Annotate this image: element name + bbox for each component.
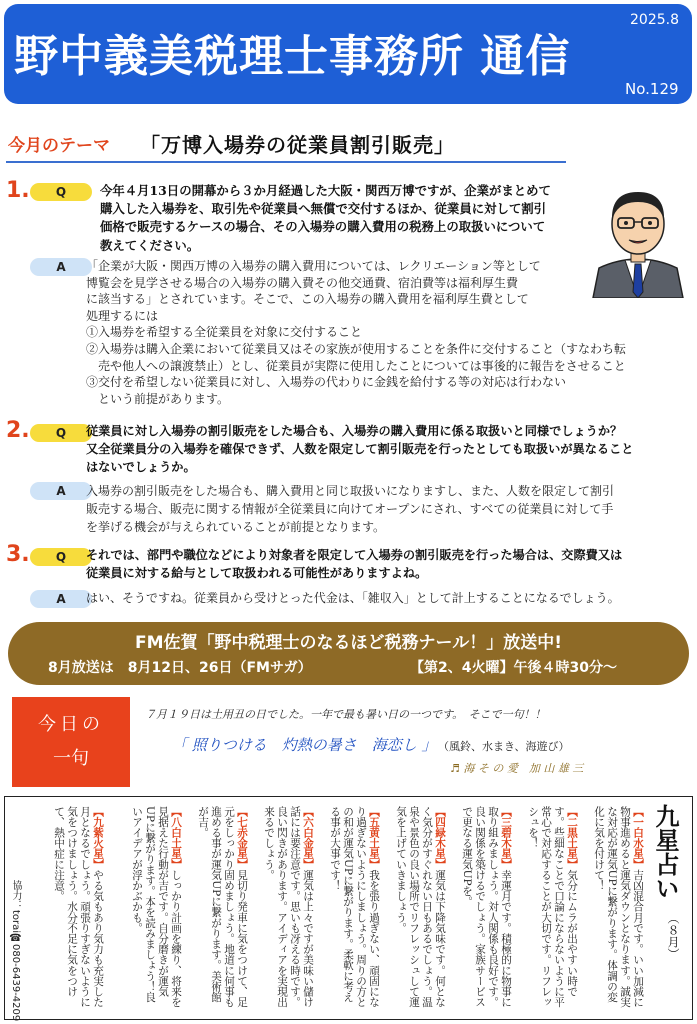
fortune-star-name: 【三碧木星】 [500, 806, 512, 870]
qa2-q-line: 又全従業員分の入場券を確保できず、人数を限定して割引販売を行ったとしても取扱いが異なること [86, 442, 634, 457]
fortune-star-text: 運気は上々ですが美味い儲け話には要注意です。思いも冴える時です。良い閃きがあります。アイディアを実現出来るでしょう。 [263, 806, 314, 1008]
qa2-a-line: を挙げる機会が与えられていることが前提となります。 [86, 520, 386, 534]
qa1-a-line: 「企業が大阪・関西万博の入場券の購入費用については、レクリエーション等として [86, 259, 541, 273]
fortune-star-name: 【八白土星】 [170, 806, 182, 870]
fortune-star-3 [460, 806, 512, 1012]
fortune-title: 九星占い [651, 804, 679, 900]
fortune-star-text: 我を張り過ぎない、頑固になり過ぎないようにしましょう。周りの方との和が運気UPに繋がります。柔軟に考える事が大事です！ [329, 806, 380, 1008]
fortune-star-5 [328, 806, 380, 1012]
fortune-star-text: やる気もあり気力も充実した月となるでしょう。頑張りすぎないように気をつけましょう。水分不足に気をつけて、熱中症に注意。 [53, 806, 104, 1008]
newsletter-title: 野中義美税理士事務所 通信 [14, 31, 571, 82]
qa3-q-line: 従業員に対する給与として取扱われる可能性がありますよね。 [86, 566, 428, 581]
fortune-star-name: 【九紫火星】 [92, 806, 104, 870]
fortune-star-8 [130, 806, 182, 1012]
qa1-number: 1. [6, 178, 30, 203]
radio-broadcast-time: 【第2、4火曜】午後４時30分～ [410, 660, 617, 676]
fortune-star-2 [526, 806, 578, 1012]
fortune-star-name: 【四緑木星】 [434, 806, 446, 870]
fortune-star-1 [592, 806, 644, 1012]
fortune-credit: 協力：torai☎080-6439-4209 [10, 880, 21, 1022]
qa2-q-badge: Q [30, 424, 92, 442]
haiku-intro: ７月１９日は土用丑の日でした。一年で最も暑い日の一つです。 そこで一句！！ [145, 708, 546, 721]
qa2-question [86, 422, 692, 477]
qa1-a-line: ②入場券は購入企業において従業員又はその家族が使用することを条件に交付すること（すなわち転 [86, 341, 627, 356]
issue-number: No.129 [625, 80, 679, 98]
qa2-a-line: 入場券の割引販売をした場合も、購入費用と同じ取扱いになりますし、また、人数を限定して割引 [86, 484, 615, 498]
qa1-a-line: 処理するには [86, 308, 159, 323]
qa1-a-line: 博覧会を見学させる場合の入場券の購入費その他交通費、宿泊費等は福利厚生費 [86, 275, 519, 290]
haiku-label-line1: 今日の [38, 714, 104, 735]
fortune-star-text: 見切り発車に気をつけて、足元をしっかり固めましょう。地道に何事も進める事が運気UPに繋がります。美術館が吉。 [197, 806, 248, 1008]
qa3-question [86, 546, 692, 582]
issue-date: 2025.8 [630, 12, 679, 28]
qa1-q-line: 今年４月13日の開幕から３か月経過した大阪・関西万博ですが、企業がまとめて [100, 183, 551, 198]
fortune-star-text: 気分にムラが出やすい時です。些細なことで口論にならないように平常心で対応することが大切です。リフレッシュを！ [527, 806, 578, 1008]
qa3-answer [86, 590, 692, 607]
qa1-a-line: 売や他人への譲渡禁止）とし、従業員が実際に使用したことについては事後的に報告をさせること [98, 358, 626, 373]
qa2-a-line: 販売する場合、販売に関する情報が全従業員に向けてオープンにされ、すべての従業員に対して手 [86, 502, 614, 516]
qa3-a-line: はい、そうですね。従業員から受けとった代金は、「雑収入」として計上することになるでしょう。 [86, 591, 620, 605]
qa2-a-badge: A [30, 482, 92, 500]
theme-underline [6, 161, 566, 163]
qa1-q-line: 教えてください。 [100, 237, 200, 253]
qa1-q-line: 価格で販売するケースの場合、その入場券の購入費用の税務上の取扱いについて [100, 219, 546, 235]
qa1-q-line: 購入した入場券を、取引先や従業員へ無償で交付するほか、従業員に対して割引 [100, 201, 547, 217]
qa2-q-line: はないでしょうか。 [86, 460, 196, 475]
fortune-star-name: 【六白金星】 [302, 806, 314, 870]
fortune-star-text: 幸運月です。積極的に物事に取り組みましょう。対人関係も良好です。良い関係を築けるでしょう。家族サービスで更なる運気UPを。 [461, 806, 512, 1008]
fortune-month: （８月） [666, 912, 680, 960]
qa3-a-badge: A [30, 590, 92, 608]
qa3-number: 3. [6, 542, 30, 567]
fortune-star-6 [262, 806, 314, 1012]
qa3-q-line: それでは、部門や職位などにより対象者を限定して入場券の割引販売を行った場合は、交際費又は [86, 548, 623, 562]
fortune-star-text: 吉凶混合月です。いい加減に物事進めると運気ダウンとなります。誠実な対応が運気UPに繋がります。体調の変化に気を付けて！ [593, 806, 644, 1008]
fortune-star-name: 【五黄土星】 [368, 806, 380, 870]
fortune-star-text: しっかり計画を練り、将来を見据えた行動が吉です。自分磨きが運気UPに繋がります。本を読みましょう！良いアイデアが浮かぶかも。 [131, 806, 182, 1008]
qa1-a-line: ③交付を希望しない従業員に対し、入場券の代わりに金銭を給付する等の対応は行わない [86, 375, 567, 390]
haiku-seasonal-words: （風鈴、水まき、海遊び） [438, 740, 570, 753]
fortune-star-9 [52, 806, 104, 1012]
qa1-a-line: ①入場券を希望する全従業員を対象に交付すること [86, 325, 363, 340]
qa1-answer [86, 258, 686, 407]
qa2-number: 2. [6, 418, 30, 443]
qa1-a-line: という前提があります。 [98, 391, 230, 406]
theme-label: 今月のテーマ [8, 136, 110, 156]
radio-banner-title: FM佐賀「野中税理士のなるほど税務ナール！」放送中! [135, 633, 562, 653]
qa1-question [100, 182, 586, 255]
fortune-star-7 [196, 806, 248, 1012]
haiku-label-line2: 一句 [53, 748, 89, 769]
theme-title: 「万博入場券の従業員割引販売」 [140, 133, 455, 157]
haiku-author: ♬ 海 そ の 愛 加 山 雄 三 [450, 762, 584, 775]
qa1-a-badge: A [30, 258, 92, 276]
qa2-q-line: 従業員に対し入場券の割引販売をした場合も、入場券の購入費用に係る取扱いと同様でしょうか？ [86, 424, 623, 438]
fortune-star-4 [394, 806, 446, 1012]
qa1-a-line: に該当する」とされています。そこで、この入場券の購入費用を福利厚生費として [86, 292, 529, 307]
qa2-answer [86, 482, 692, 536]
qa1-q-badge: Q [30, 183, 92, 201]
fortune-star-name: 【二黒土星】 [566, 806, 578, 870]
radio-broadcast-dates: 8月放送は 8月12日、26日（FMサガ） [48, 660, 312, 676]
haiku-text: 「 照りつける 灼熱の暑さ 海恋し 」 [172, 736, 437, 754]
fortune-star-text: 運気は下降気味です。何となく気分がすぐれない日もあるでしょう。温泉や景色の良い場所でリフレッシュして運気を上げていきましょう。 [395, 806, 446, 1008]
qa3-q-badge: Q [30, 548, 92, 566]
fortune-star-name: 【七赤金星】 [236, 806, 248, 870]
fortune-star-name: 【一白水星】 [632, 806, 644, 870]
